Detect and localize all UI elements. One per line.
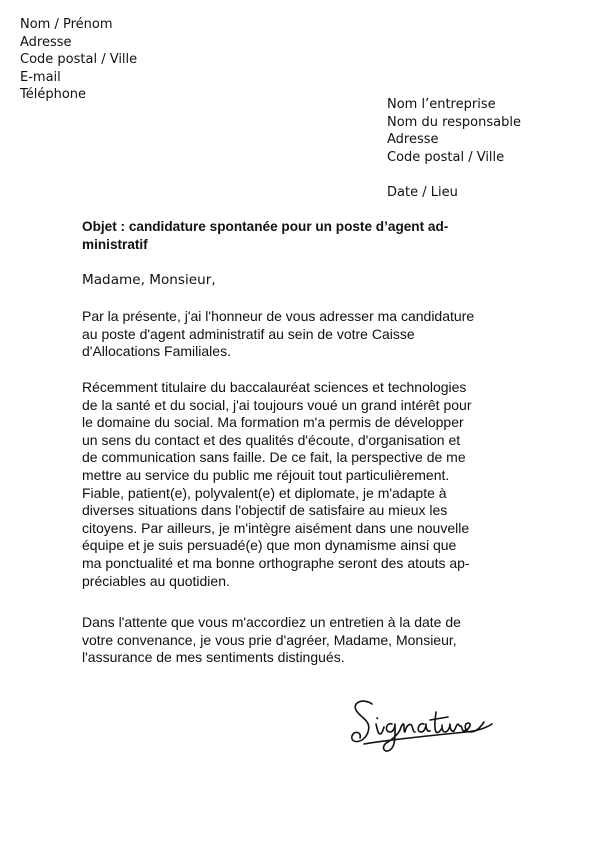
paragraph-line: au poste d'agent administratif au sein de votre Caisse [82, 325, 415, 342]
recipient-manager-line: Nom du responsable [387, 114, 521, 130]
paragraph-introduction [82, 308, 474, 361]
handwritten-signature [346, 694, 496, 756]
date-place: Date / Lieu [387, 185, 458, 200]
paragraph-line: citoyens. Par ailleurs, je m'intègre aisément dans une nouvelle [82, 519, 470, 536]
sender-address-block [20, 16, 137, 104]
paragraph-line: préciables au quotidien. [82, 572, 230, 589]
sender-address-line: Adresse [20, 34, 72, 50]
paragraph-closing [82, 614, 461, 667]
sender-name-line: Nom / Prénom [20, 17, 113, 32]
paragraph-line: l'assurance de mes sentiments distingués. [82, 649, 345, 666]
paragraph-line: ma ponctualité et ma bonne orthographe seront des atouts ap- [82, 554, 470, 571]
paragraph-line: Récemment titulaire du baccalauréat sciences et technologies [82, 379, 467, 395]
recipient-company-line: Nom l’entreprise [387, 97, 496, 112]
subject-line-1: Objet : candidature spontanée pour un poste d’agent ad- [82, 219, 449, 234]
salutation: Madame, Monsieur, [82, 272, 216, 288]
paragraph-line: diverses situations dans l'objectif de satisfaire au mieux les [82, 502, 448, 519]
recipient-postal-city-line: Code postal / Ville [387, 149, 505, 165]
paragraph-line: Fiable, patient(e), polyvalent(e) et diplomate, je m'adapte à [82, 484, 447, 501]
sender-email-line: E-mail [20, 69, 61, 85]
paragraph-qualifications [82, 379, 471, 590]
recipient-address-line: Adresse [387, 132, 439, 148]
sender-phone-line: Téléphone [20, 87, 87, 103]
subject-line [82, 218, 512, 254]
paragraph-line: votre convenance, je vous prie d'agréer, Madame, Monsieur, [82, 631, 457, 648]
recipient-address-block [387, 96, 521, 166]
sender-postal-city-line: Code postal / Ville [20, 52, 138, 68]
paragraph-line: mettre au service du public me réjouit tout particulièrement. [82, 466, 450, 483]
paragraph-line: Par la présente, j'ai l'honneur de vous adresser ma candidature [82, 308, 475, 324]
paragraph-line: le domaine du social. Ma formation m'a permis de développer [82, 414, 464, 431]
paragraph-line: un sens du contact et des qualités d'écoute, d'organisation et [82, 431, 461, 448]
paragraph-line: équipe et je suis persuadé(e) que mon dynamisme ainsi que [82, 537, 457, 554]
paragraph-line: de la santé et du social, j'ai toujours voué un grand intérêt pour [82, 396, 472, 413]
paragraph-line: de communication sans faille. De ce fait, la perspective de me [82, 449, 466, 466]
paragraph-line: d'Allocations Familiales. [82, 343, 231, 360]
subject-line-2: ministratif [82, 237, 148, 252]
paragraph-line: Dans l'attente que vous m'accordiez un entretien à la date de [82, 614, 461, 630]
